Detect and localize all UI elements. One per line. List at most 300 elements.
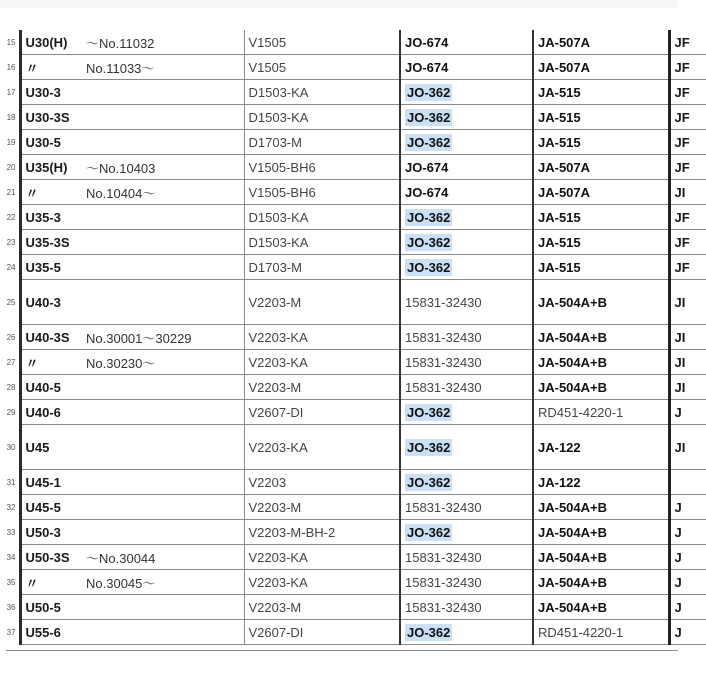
serial-range-cell <box>82 520 244 545</box>
model-cell <box>20 325 82 350</box>
table-row <box>6 205 706 230</box>
row-number <box>6 280 20 325</box>
part-number-cell <box>400 155 533 180</box>
part-number-cell-text: JO-362 <box>407 209 451 225</box>
model-cell <box>20 180 82 205</box>
engine-cell-text: V1505 <box>248 34 287 50</box>
row-number <box>6 495 20 520</box>
part-number-alt-cell <box>533 375 669 400</box>
model-cell <box>20 130 82 155</box>
engine-cell-text: D1503-KA <box>248 84 309 100</box>
part-number-cell-text: JO-362 <box>407 439 451 455</box>
part-number-alt-cell <box>533 80 669 105</box>
model-cell <box>20 470 82 495</box>
table-row <box>6 80 706 105</box>
serial-range-cell <box>82 80 244 105</box>
row-number-text: 19 <box>6 137 16 147</box>
part-number-alt-cell-text: JA-504A+B <box>538 379 608 395</box>
row-number-text: 24 <box>6 262 16 272</box>
engine-cell-text: D1503-KA <box>248 234 309 250</box>
engine-cell <box>244 80 400 105</box>
table-row <box>6 495 706 520</box>
part-number-cell <box>400 325 533 350</box>
engine-cell-text: V2203-KA <box>248 549 308 565</box>
part-number-extra-cell-text: JI <box>674 379 686 395</box>
part-number-cell-text: JO-362 <box>407 109 451 125</box>
part-number-extra-cell-text: JI <box>674 439 686 455</box>
part-number-alt-cell-text: RD451-4220-1 <box>538 404 624 420</box>
part-number-cell-text: 15831-32430 <box>405 549 482 565</box>
model-cell-text: U50-3 <box>25 524 61 540</box>
part-number-cell-text: JO-362 <box>407 134 451 150</box>
model-cell <box>20 570 82 595</box>
model-cell <box>20 55 82 80</box>
row-number-text: 18 <box>6 112 16 122</box>
serial-range-cell <box>82 400 244 425</box>
part-number-extra-cell <box>669 545 706 570</box>
part-number-alt-cell-text: JA-507A <box>538 59 591 75</box>
part-number-alt-cell <box>533 545 669 570</box>
table-row <box>6 55 706 80</box>
engine-cell-text: V1505 <box>248 59 287 75</box>
row-number-text: 23 <box>6 237 16 247</box>
engine-cell-text: V2203-M-BH-2 <box>248 524 336 540</box>
part-number-cell-text: JO-674 <box>405 159 449 175</box>
table-bottom-rule <box>6 650 678 651</box>
part-number-extra-cell <box>669 230 706 255</box>
engine-cell <box>244 375 400 400</box>
part-number-extra-cell <box>669 520 706 545</box>
part-number-alt-cell <box>533 280 669 325</box>
serial-range-cell <box>82 55 244 80</box>
part-number-extra-cell <box>669 280 706 325</box>
engine-cell-text: V2203-M <box>248 379 302 395</box>
engine-cell <box>244 570 400 595</box>
serial-range-cell <box>82 325 244 350</box>
part-number-extra-cell <box>669 400 706 425</box>
model-cell-text: U45-5 <box>25 499 61 515</box>
engine-cell-text: D1703-M <box>248 134 302 150</box>
model-cell-text: 〃 <box>25 60 39 76</box>
part-number-extra-cell-text: JI <box>674 184 686 200</box>
row-number-text: 37 <box>6 627 16 637</box>
part-number-extra-cell-text: JF <box>674 209 690 225</box>
engine-cell-text: V2203-M <box>248 294 302 310</box>
engine-cell-text: V2607-DI <box>248 404 304 420</box>
part-number-extra-cell <box>669 425 706 470</box>
model-cell-text: U45-1 <box>25 474 61 490</box>
part-number-extra-cell <box>669 180 706 205</box>
model-cell-text: U35-3S <box>25 234 70 250</box>
table-row <box>6 325 706 350</box>
part-number-alt-cell <box>533 180 669 205</box>
part-number-cell-text: JO-362 <box>407 259 451 275</box>
table-row <box>6 425 706 470</box>
part-number-cell-text: 15831-32430 <box>405 354 482 370</box>
part-number-alt-cell <box>533 130 669 155</box>
row-number <box>6 255 20 280</box>
table-row <box>6 470 706 495</box>
table-row <box>6 255 706 280</box>
part-number-extra-cell-text: JF <box>674 159 690 175</box>
row-number-text: 17 <box>6 87 16 97</box>
row-number <box>6 350 20 375</box>
serial-range-cell <box>82 375 244 400</box>
part-number-extra-cell <box>669 55 706 80</box>
part-number-alt-cell <box>533 155 669 180</box>
row-number <box>6 30 20 55</box>
part-number-alt-cell <box>533 495 669 520</box>
row-number-text: 31 <box>6 477 16 487</box>
row-number-text: 32 <box>6 502 16 512</box>
model-cell <box>20 230 82 255</box>
table-row <box>6 595 706 620</box>
serial-range-cell <box>82 30 244 55</box>
part-number-alt-cell-text: JA-504A+B <box>538 599 608 615</box>
engine-cell <box>244 105 400 130</box>
part-number-cell <box>400 30 533 55</box>
part-number-alt-cell <box>533 520 669 545</box>
part-number-alt-cell <box>533 620 669 645</box>
row-number-text: 27 <box>6 357 16 367</box>
part-number-alt-cell-text: JA-515 <box>538 209 581 225</box>
model-cell <box>20 80 82 105</box>
part-number-alt-cell-text: JA-504A+B <box>538 549 608 565</box>
part-number-alt-cell-text: JA-122 <box>538 439 581 455</box>
part-number-cell-text: 15831-32430 <box>405 574 482 590</box>
row-number <box>6 595 20 620</box>
model-cell-text: U45 <box>25 439 50 455</box>
part-number-extra-cell-text: J <box>674 599 682 615</box>
part-number-alt-cell <box>533 325 669 350</box>
model-cell <box>20 400 82 425</box>
serial-range-cell <box>82 155 244 180</box>
model-cell-text: U30-3S <box>25 109 70 125</box>
part-number-cell <box>400 180 533 205</box>
serial-range-cell <box>82 425 244 470</box>
model-cell-text: U30(H) <box>25 34 68 50</box>
part-number-extra-cell-text: JF <box>674 259 690 275</box>
engine-cell <box>244 255 400 280</box>
part-number-alt-cell-text: JA-507A <box>538 159 591 175</box>
engine-cell <box>244 30 400 55</box>
part-number-extra-cell-text: JF <box>674 59 690 75</box>
row-number-text: 35 <box>6 577 16 587</box>
table-row <box>6 155 706 180</box>
row-number-text: 28 <box>6 382 16 392</box>
part-number-alt-cell-text: JA-504A+B <box>538 294 608 310</box>
row-number-text: 29 <box>6 407 16 417</box>
row-number <box>6 130 20 155</box>
part-number-extra-cell-text: J <box>674 574 682 590</box>
part-number-cell-text: JO-362 <box>407 524 451 540</box>
engine-cell <box>244 350 400 375</box>
part-number-extra-cell-text: JF <box>674 234 690 250</box>
engine-cell-text: V1505-BH6 <box>248 184 316 200</box>
part-number-alt-cell-text: JA-515 <box>538 84 581 100</box>
serial-range-cell-text: ～No.30044 <box>86 550 156 566</box>
engine-cell <box>244 55 400 80</box>
part-number-cell <box>400 205 533 230</box>
part-number-cell-text: 15831-32430 <box>405 379 482 395</box>
part-number-cell <box>400 470 533 495</box>
model-cell <box>20 350 82 375</box>
part-number-extra-cell-text: JI <box>674 354 686 370</box>
part-number-extra-cell-text: JF <box>674 34 690 50</box>
part-number-cell <box>400 570 533 595</box>
engine-cell <box>244 180 400 205</box>
table-row <box>6 350 706 375</box>
part-number-extra-cell-text: JF <box>674 134 690 150</box>
engine-cell-text: V2203-M <box>248 499 302 515</box>
serial-range-cell <box>82 350 244 375</box>
row-number <box>6 105 20 130</box>
part-number-cell <box>400 55 533 80</box>
part-number-cell-text: JO-674 <box>405 59 449 75</box>
model-cell <box>20 30 82 55</box>
part-number-alt-cell <box>533 470 669 495</box>
part-number-cell-text: JO-362 <box>407 474 451 490</box>
part-number-cell-text: 15831-32430 <box>405 294 482 310</box>
table-row <box>6 30 706 55</box>
serial-range-cell-text: ～No.11032 <box>86 35 155 51</box>
part-number-extra-cell <box>669 205 706 230</box>
part-number-cell-text: JO-362 <box>407 404 451 420</box>
serial-range-cell <box>82 230 244 255</box>
row-number <box>6 470 20 495</box>
model-cell-text: U50-5 <box>25 599 61 615</box>
model-cell-text: U40-6 <box>25 404 61 420</box>
part-number-cell-text: 15831-32430 <box>405 329 482 345</box>
engine-cell-text: V2203-KA <box>248 329 308 345</box>
part-number-cell-text: JO-674 <box>405 184 449 200</box>
engine-cell-text: V2607-DI <box>248 624 304 640</box>
row-number <box>6 205 20 230</box>
table-row <box>6 620 706 645</box>
row-number-text: 20 <box>6 162 16 172</box>
model-cell <box>20 595 82 620</box>
engine-cell <box>244 620 400 645</box>
part-number-extra-cell <box>669 130 706 155</box>
part-number-extra-cell <box>669 495 706 520</box>
part-number-alt-cell-text: JA-504A+B <box>538 329 608 345</box>
serial-range-cell-text: No.10404～ <box>86 185 156 201</box>
table-body <box>6 30 706 645</box>
model-cell-text: U35-3 <box>25 209 61 225</box>
table-row <box>6 545 706 570</box>
part-number-alt-cell-text: JA-515 <box>538 259 581 275</box>
part-number-cell <box>400 620 533 645</box>
model-cell <box>20 620 82 645</box>
part-number-extra-cell <box>669 350 706 375</box>
parts-cross-reference-table <box>6 30 706 645</box>
part-number-alt-cell <box>533 400 669 425</box>
engine-cell <box>244 425 400 470</box>
serial-range-cell <box>82 470 244 495</box>
part-number-cell <box>400 545 533 570</box>
engine-cell <box>244 155 400 180</box>
serial-range-cell-text: No.11033～ <box>86 60 155 76</box>
part-number-extra-cell-text: J <box>674 624 682 640</box>
row-number <box>6 325 20 350</box>
table-row <box>6 520 706 545</box>
part-number-alt-cell-text: JA-507A <box>538 184 591 200</box>
engine-cell <box>244 205 400 230</box>
row-number-text: 15 <box>6 37 16 47</box>
part-number-cell <box>400 595 533 620</box>
row-number-text: 34 <box>6 552 16 562</box>
serial-range-cell <box>82 495 244 520</box>
engine-cell <box>244 495 400 520</box>
part-number-alt-cell-text: JA-515 <box>538 234 581 250</box>
table-row <box>6 180 706 205</box>
model-cell-text: U55-6 <box>25 624 61 640</box>
table-row <box>6 105 706 130</box>
part-number-cell <box>400 105 533 130</box>
engine-cell <box>244 325 400 350</box>
part-number-extra-cell <box>669 325 706 350</box>
engine-cell <box>244 230 400 255</box>
row-number <box>6 425 20 470</box>
model-cell <box>20 520 82 545</box>
page-top-edge <box>0 0 678 8</box>
model-cell-text: 〃 <box>25 185 39 201</box>
row-number <box>6 520 20 545</box>
model-cell <box>20 280 82 325</box>
part-number-cell-text: JO-362 <box>407 234 451 250</box>
row-number <box>6 55 20 80</box>
table-row <box>6 230 706 255</box>
model-cell <box>20 205 82 230</box>
part-number-alt-cell-text: RD451-4220-1 <box>538 624 624 640</box>
model-cell-text: U30-5 <box>25 134 61 150</box>
part-number-alt-cell-text: JA-122 <box>538 474 581 490</box>
engine-cell <box>244 280 400 325</box>
part-number-cell <box>400 255 533 280</box>
part-number-extra-cell-text: JI <box>674 329 686 345</box>
serial-range-cell <box>82 255 244 280</box>
part-number-extra-cell <box>669 30 706 55</box>
engine-cell <box>244 520 400 545</box>
row-number <box>6 570 20 595</box>
part-number-cell-text: JO-674 <box>405 34 449 50</box>
model-cell <box>20 545 82 570</box>
model-cell-text: U30-3 <box>25 84 61 100</box>
part-number-cell <box>400 400 533 425</box>
model-cell-text: 〃 <box>25 575 39 591</box>
engine-cell <box>244 595 400 620</box>
part-number-alt-cell-text: JA-504A+B <box>538 354 608 370</box>
part-number-alt-cell-text: JA-515 <box>538 134 581 150</box>
part-number-cell-text: JO-362 <box>407 84 451 100</box>
part-number-extra-cell <box>669 570 706 595</box>
part-number-alt-cell <box>533 55 669 80</box>
model-cell-text: U50-3S <box>25 549 70 565</box>
part-number-extra-cell-text: J <box>674 524 682 540</box>
part-number-extra-cell-text: JF <box>674 109 690 125</box>
engine-cell <box>244 545 400 570</box>
table-row <box>6 570 706 595</box>
part-number-alt-cell <box>533 570 669 595</box>
engine-cell-text: V2203-KA <box>248 354 308 370</box>
part-number-extra-cell-text: JF <box>674 84 690 100</box>
model-cell-text: U40-3 <box>25 294 61 310</box>
row-number-text: 25 <box>6 297 16 307</box>
part-number-extra-cell <box>669 105 706 130</box>
part-number-alt-cell <box>533 255 669 280</box>
row-number <box>6 230 20 255</box>
part-number-extra-cell <box>669 595 706 620</box>
table-row <box>6 400 706 425</box>
serial-range-cell <box>82 595 244 620</box>
engine-cell-text: D1503-KA <box>248 209 309 225</box>
part-number-extra-cell <box>669 375 706 400</box>
part-number-alt-cell-text: JA-507A <box>538 34 591 50</box>
serial-range-cell <box>82 570 244 595</box>
engine-cell <box>244 130 400 155</box>
row-number-text: 30 <box>6 442 16 452</box>
part-number-cell <box>400 425 533 470</box>
model-cell <box>20 155 82 180</box>
serial-range-cell <box>82 130 244 155</box>
part-number-extra-cell <box>669 255 706 280</box>
model-cell-text: U35(H) <box>25 159 68 175</box>
serial-range-cell-text: No.30230～ <box>86 355 156 371</box>
part-number-extra-cell-text: J <box>674 549 682 565</box>
model-cell <box>20 375 82 400</box>
row-number-text: 36 <box>6 602 16 612</box>
part-number-alt-cell-text: JA-515 <box>538 109 581 125</box>
serial-range-cell <box>82 620 244 645</box>
table-row <box>6 375 706 400</box>
part-number-extra-cell <box>669 620 706 645</box>
part-number-cell <box>400 230 533 255</box>
part-number-cell-text: 15831-32430 <box>405 599 482 615</box>
part-number-cell <box>400 520 533 545</box>
part-number-extra-cell-text: JI <box>674 294 686 310</box>
serial-range-cell <box>82 205 244 230</box>
part-number-extra-cell <box>669 470 706 495</box>
part-number-alt-cell <box>533 105 669 130</box>
engine-cell-text: V2203-M <box>248 599 302 615</box>
part-number-alt-cell <box>533 350 669 375</box>
table-row <box>6 280 706 325</box>
part-number-extra-cell-text: J <box>674 404 682 420</box>
part-number-extra-cell <box>669 80 706 105</box>
part-number-cell-text: JO-362 <box>407 624 451 640</box>
engine-cell-text: V2203-KA <box>248 574 308 590</box>
row-number <box>6 180 20 205</box>
model-cell <box>20 495 82 520</box>
table-row <box>6 130 706 155</box>
part-number-alt-cell <box>533 205 669 230</box>
part-number-extra-cell <box>669 155 706 180</box>
part-number-alt-cell-text: JA-504A+B <box>538 574 608 590</box>
part-number-cell <box>400 80 533 105</box>
serial-range-cell <box>82 280 244 325</box>
row-number <box>6 620 20 645</box>
serial-range-cell-text: No.30045～ <box>86 575 156 591</box>
serial-range-cell <box>82 180 244 205</box>
part-number-alt-cell <box>533 425 669 470</box>
row-number <box>6 155 20 180</box>
part-number-alt-cell-text: JA-504A+B <box>538 524 608 540</box>
serial-range-cell-text: No.30001～30229 <box>86 330 192 346</box>
row-number-text: 26 <box>6 332 16 342</box>
part-number-alt-cell <box>533 230 669 255</box>
serial-range-cell <box>82 545 244 570</box>
row-number-text: 22 <box>6 212 16 222</box>
